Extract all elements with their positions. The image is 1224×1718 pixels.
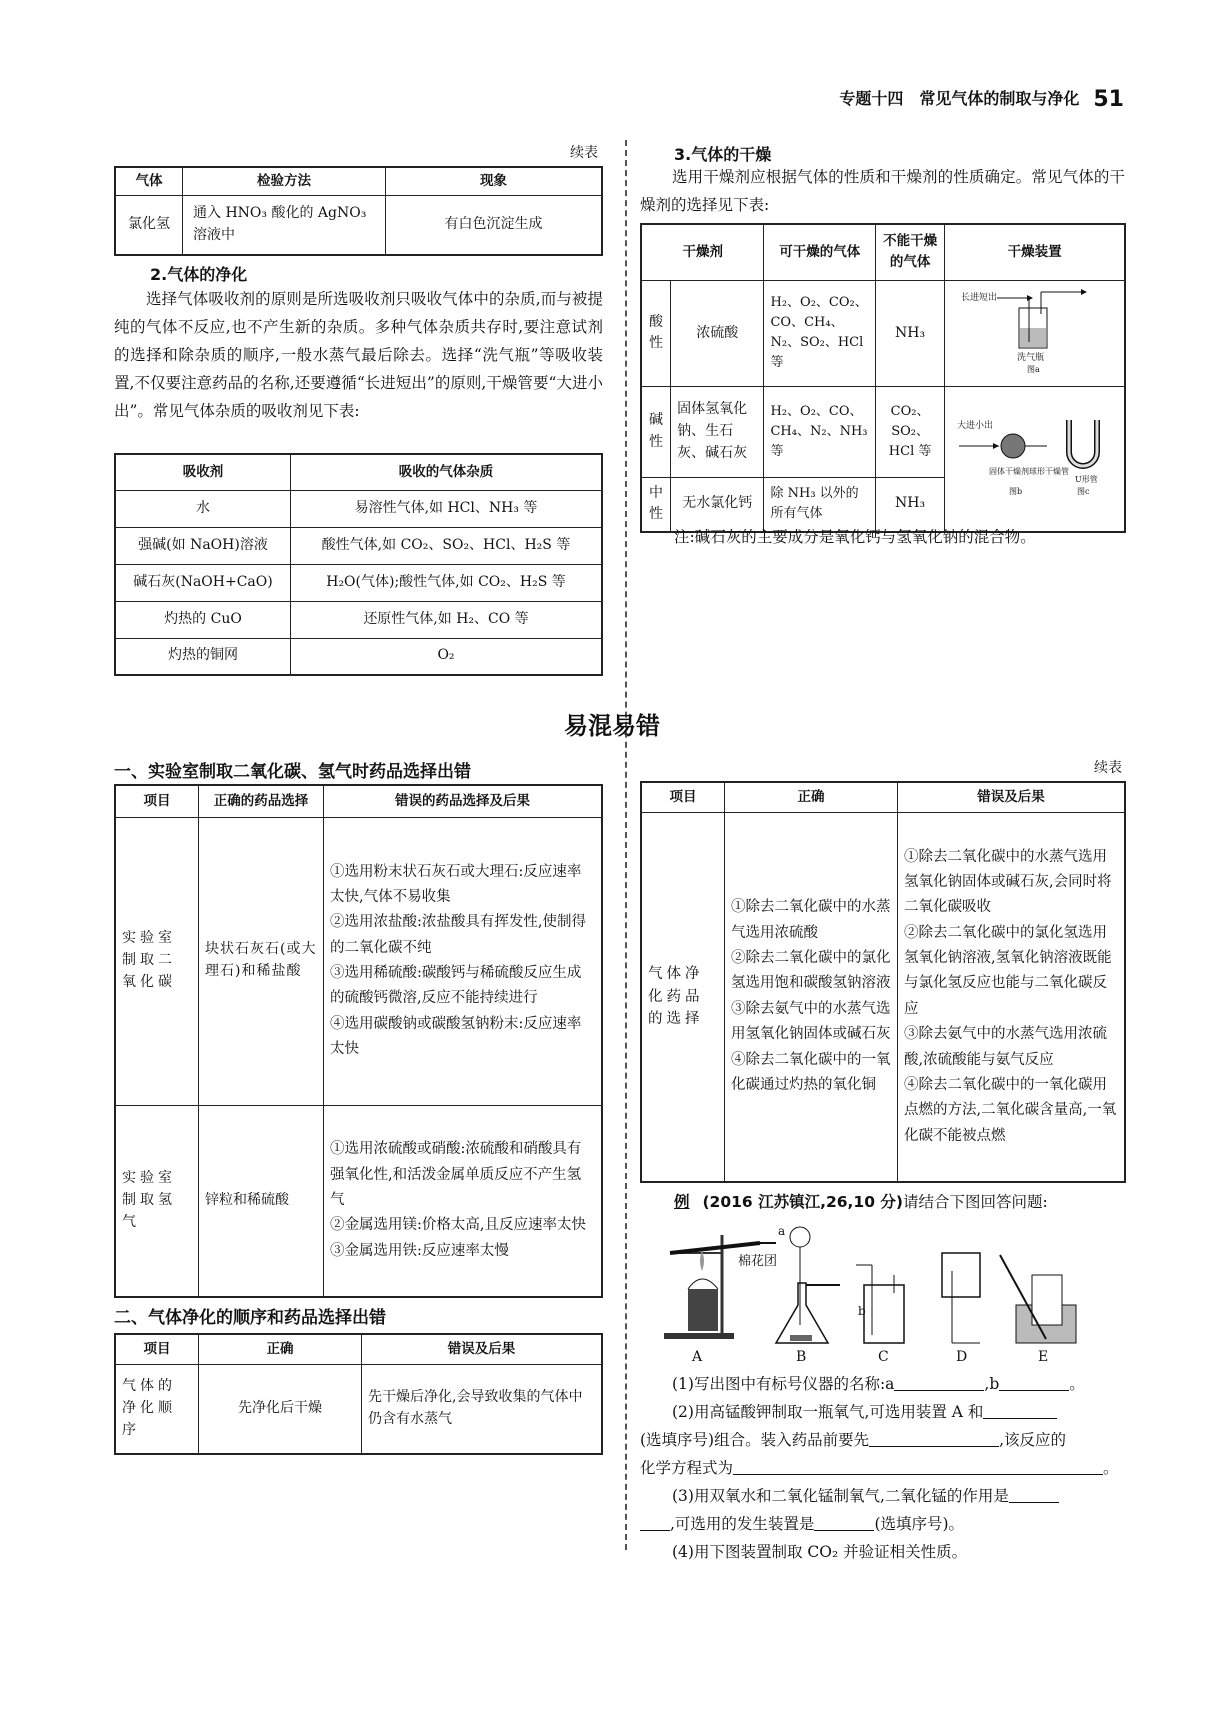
- gas-washing-bottle-icon: [951, 284, 1115, 376]
- table-cell: 氯化氢: [115, 195, 183, 255]
- fig-mark: a: [778, 1224, 786, 1238]
- table-cell: 固体氢氧化钠、生石灰、碱石灰: [671, 387, 764, 477]
- purification-order-table: [114, 1333, 603, 1455]
- continued-label: 续表: [570, 145, 598, 161]
- table-cell: H₂O(气体);酸性气体,如 CO₂、H₂S 等: [291, 564, 603, 601]
- question-text: (1)写出图中有标号仪器的名称:a: [672, 1375, 895, 1393]
- header-title: 专题十四 常见气体的制取与净化: [839, 89, 1080, 108]
- lab-apparatus-figure: [650, 1215, 1100, 1365]
- table-cell: CO₂、SO₂、HCl 等: [875, 387, 944, 477]
- drying-tube-icon: [951, 390, 1115, 520]
- table-cell: 灼热的铜网: [115, 638, 291, 675]
- apparatus-c-icon: [856, 1265, 904, 1365]
- table-header: 干燥装置: [945, 224, 1125, 280]
- table-cell: 还原性气体,如 H₂、CO 等: [291, 601, 603, 638]
- apparatus-b-icon: [776, 1224, 840, 1365]
- table-header: 错误及后果: [362, 1334, 603, 1364]
- fig-mark: b: [858, 1304, 866, 1318]
- table-header: 气体: [115, 167, 183, 195]
- table-cell: 酸性气体,如 CO₂、SO₂、HCl、H₂S 等: [291, 527, 603, 564]
- table-header: 正确: [725, 782, 898, 812]
- question-text: (选填序号)。: [874, 1515, 965, 1533]
- table-cell: H₂、O₂、CO、CH₄、N₂、NH₃ 等: [764, 387, 875, 477]
- apparatus-e-icon: [1000, 1255, 1076, 1365]
- purification-reagent-table: [640, 781, 1126, 1183]
- table-header: 项目: [115, 1334, 199, 1364]
- apparatus-figure-a: [945, 280, 1125, 387]
- fig-label: 洗气瓶: [1017, 352, 1045, 363]
- answer-blank[interactable]: [983, 1402, 1057, 1419]
- fig-label: 图c: [1077, 487, 1090, 497]
- section-heading: 3.气体的干燥: [674, 145, 772, 164]
- table-cell: 强碱(如 NaOH)溶液: [115, 527, 291, 564]
- table-cell: 易溶性气体,如 HCl、NH₃ 等: [291, 490, 603, 527]
- question-text: 。: [1103, 1459, 1119, 1477]
- table-cell: 碱性: [641, 387, 671, 477]
- table-cell: NH₃: [875, 280, 944, 387]
- table-header: 错误的药品选择及后果: [324, 785, 603, 817]
- example-source: (2016 江苏镇江,26,10 分): [702, 1193, 903, 1211]
- answer-blank[interactable]: [640, 1514, 670, 1531]
- table-cell: 通入 HNO₃ 酸化的 AgNO₃ 溶液中: [183, 195, 386, 255]
- table-cell: 无水氯化钙: [671, 477, 764, 532]
- example-label: 例: [674, 1193, 690, 1211]
- question-text: ,该反应的: [999, 1431, 1067, 1449]
- hcl-test-table: [114, 166, 603, 256]
- fig-label: 图a: [1027, 364, 1040, 374]
- question-text: 。: [1069, 1375, 1085, 1393]
- fig-label: A: [692, 1349, 703, 1365]
- table-cell: NH₃: [875, 477, 944, 532]
- table-header: 干燥剂: [641, 224, 764, 280]
- fig-label: 固体干燥剂球形干燥管: [989, 467, 1070, 477]
- table-cell: 浓硫酸: [671, 280, 764, 387]
- table-header: 项目: [115, 785, 199, 817]
- table-header: 错误及后果: [898, 782, 1126, 812]
- fig-label: 长进短出: [961, 292, 998, 303]
- table-header: 正确的药品选择: [199, 785, 324, 817]
- table-cell: 实验室制取二氧化碳: [115, 817, 199, 1105]
- desiccant-table: [640, 223, 1126, 533]
- example-prompt: 请结合下图回答问题:: [902, 1193, 1048, 1211]
- section-heading: 二、气体净化的顺序和药品选择出错: [114, 1308, 386, 1328]
- apparatus-d-icon: [942, 1253, 980, 1365]
- answer-blank[interactable]: [733, 1458, 1103, 1475]
- table-header: 正确: [199, 1334, 362, 1364]
- fig-label: D: [956, 1349, 968, 1365]
- fig-label: 大进小出: [957, 421, 994, 432]
- answer-blank[interactable]: [869, 1430, 999, 1447]
- answer-blank[interactable]: [814, 1514, 874, 1531]
- question-2: [640, 1398, 1125, 1426]
- table-cell: ①除去二氧化碳中的水蒸气选用浓硫酸 ②除去二氧化碳中的氯化氢选用饱和碳酸氢钠溶液 ③除去氨气中的水蒸气选用氢氧化钠固体或碱石灰 ④除去二氧化碳中的一氧化碳通过灼热的氧化铜: [725, 812, 898, 1182]
- question-3-cont: [640, 1510, 1125, 1538]
- table-header: 不能干燥的气体: [875, 224, 944, 280]
- question-2-end: [640, 1454, 1125, 1482]
- example-heading: [674, 1190, 1048, 1212]
- question-text: (选填序号)组合。装入药品前要先: [640, 1431, 870, 1449]
- table-header: 吸收剂: [115, 454, 291, 490]
- paragraph: 选用干燥剂应根据气体的性质和干燥剂的性质确定。常见气体的干燥剂的选择见下表:: [640, 168, 1125, 214]
- question-text: (2)用高锰酸钾制取一瓶氧气,可选用装置 A 和: [672, 1403, 984, 1421]
- running-header: [839, 86, 1124, 112]
- table-cell: 有白色沉淀生成: [386, 195, 603, 255]
- fig-label: U形管: [1075, 475, 1098, 485]
- fig-label: B: [796, 1349, 807, 1365]
- table-cell: 水: [115, 490, 291, 527]
- question-2-cont: [640, 1426, 1125, 1454]
- question-block: [640, 1370, 1125, 1566]
- column-divider: [625, 140, 627, 1550]
- table-cell: 块状石灰石(或大理石)和稀盐酸: [199, 817, 324, 1105]
- answer-blank[interactable]: [1009, 1486, 1059, 1503]
- table-cell: 气体的净化顺序: [115, 1364, 199, 1454]
- table-cell: 碱石灰(NaOH+CaO): [115, 564, 291, 601]
- table-cell: 灼热的 CuO: [115, 601, 291, 638]
- answer-blank[interactable]: [894, 1374, 984, 1391]
- page-number: 51: [1093, 87, 1124, 112]
- apparatus-a-icon: [664, 1235, 777, 1365]
- note: 注:碱石灰的主要成分是氧化钙与氢氧化钠的混合物。: [674, 528, 1036, 546]
- table-header: 吸收的气体杂质: [291, 454, 603, 490]
- table-cell: 酸性: [641, 280, 671, 387]
- table-header: 现象: [386, 167, 603, 195]
- continued-label: 续表: [1094, 760, 1122, 776]
- table-header: 可干燥的气体: [764, 224, 875, 280]
- absorbent-table: [114, 453, 603, 676]
- fig-label: 图b: [1009, 487, 1023, 497]
- table-header: 检验方法: [183, 167, 386, 195]
- table-cell: ①选用浓硫酸或硝酸:浓硫酸和硝酸具有强氧化性,和活泼金属单质反应不产生氢气 ②金属选用镁:价格太高,且反应速率太快 ③金属选用铁:反应速率太慢: [324, 1105, 603, 1297]
- table-cell: 先干燥后净化,会导致收集的气体中仍含有水蒸气: [362, 1364, 603, 1454]
- table-cell: 中性: [641, 477, 671, 532]
- question-text: ,b: [984, 1375, 1000, 1393]
- table-cell: 气体净化药品的选择: [641, 812, 725, 1182]
- answer-blank[interactable]: [999, 1374, 1069, 1391]
- fig-mark: 棉花团: [738, 1254, 778, 1269]
- question-1: [640, 1370, 1125, 1398]
- question-3: [640, 1482, 1125, 1510]
- fig-label: E: [1038, 1349, 1049, 1365]
- table-cell: O₂: [291, 638, 603, 675]
- table-header: 项目: [641, 782, 725, 812]
- table-cell: ①选用粉末状石灰石或大理石:反应速率太快,气体不易收集 ②选用浓盐酸:浓盐酸具有挥发性,使制得的二氧化碳不纯 ③选用稀硫酸:碳酸钙与稀硫酸反应生成的硫酸钙微溶,反应不能持续进行 ④选用碳酸钠或碳酸氢钠粉末:反应速率太快: [324, 817, 603, 1105]
- table-cell: 除 NH₃ 以外的所有气体: [764, 477, 875, 532]
- table-cell: 锌粒和稀硫酸: [199, 1105, 324, 1297]
- section-heading: 一、实验室制取二氧化碳、氢气时药品选择出错: [114, 762, 471, 782]
- fig-label: C: [878, 1349, 889, 1365]
- question-text: (3)用双氧水和二氧化锰制氧气,二氧化锰的作用是: [672, 1487, 1009, 1505]
- apparatus-figure-bc: [945, 387, 1125, 532]
- table-cell: 实验室制取氢气: [115, 1105, 199, 1297]
- paragraph: 选择气体吸收剂的原则是所选吸收剂只吸收气体中的杂质,而与被提纯的气体不反应,也不产生新的杂质。多种气体杂质共存时,要注意试剂的选择和除杂质的顺序,一般水蒸气最后除去。选择“洗气瓶”等吸收装置,不仅要注意药品的名称,还要遵循“长进短出”的原则,干燥管要“大进小出”。常见气体杂质的吸收剂见下表:: [114, 290, 603, 420]
- question-4: [640, 1538, 1125, 1566]
- section-title: 易混易错: [564, 712, 660, 740]
- question-text: 化学方程式为: [640, 1459, 734, 1477]
- question-text: ,可选用的发生装置是: [670, 1515, 815, 1533]
- table-cell: 先净化后干燥: [199, 1364, 362, 1454]
- reagent-error-table: [114, 784, 603, 1298]
- section-heading: 2.气体的净化: [150, 265, 248, 284]
- table-cell: H₂、O₂、CO₂、CO、CH₄、N₂、SO₂、HCl 等: [764, 280, 875, 387]
- question-text: (4)用下图装置制取 CO₂ 并验证相关性质。: [672, 1543, 968, 1561]
- table-cell: ①除去二氧化碳中的水蒸气选用氢氧化钠固体或碱石灰,会同时将二氧化碳吸收 ②除去二氧化碳中的氯化氢选用氢氧化钠溶液,氢氧化钠溶液既能与氯化氢反应也能与二氧化碳反应 ③除去氨气中的水蒸气选用浓硫酸,浓硫酸能与氨气反应 ④除去二氧化碳中的一氧化碳用点燃的方法,二氧化碳含量高,一氧化碳不能被点燃: [898, 812, 1126, 1182]
